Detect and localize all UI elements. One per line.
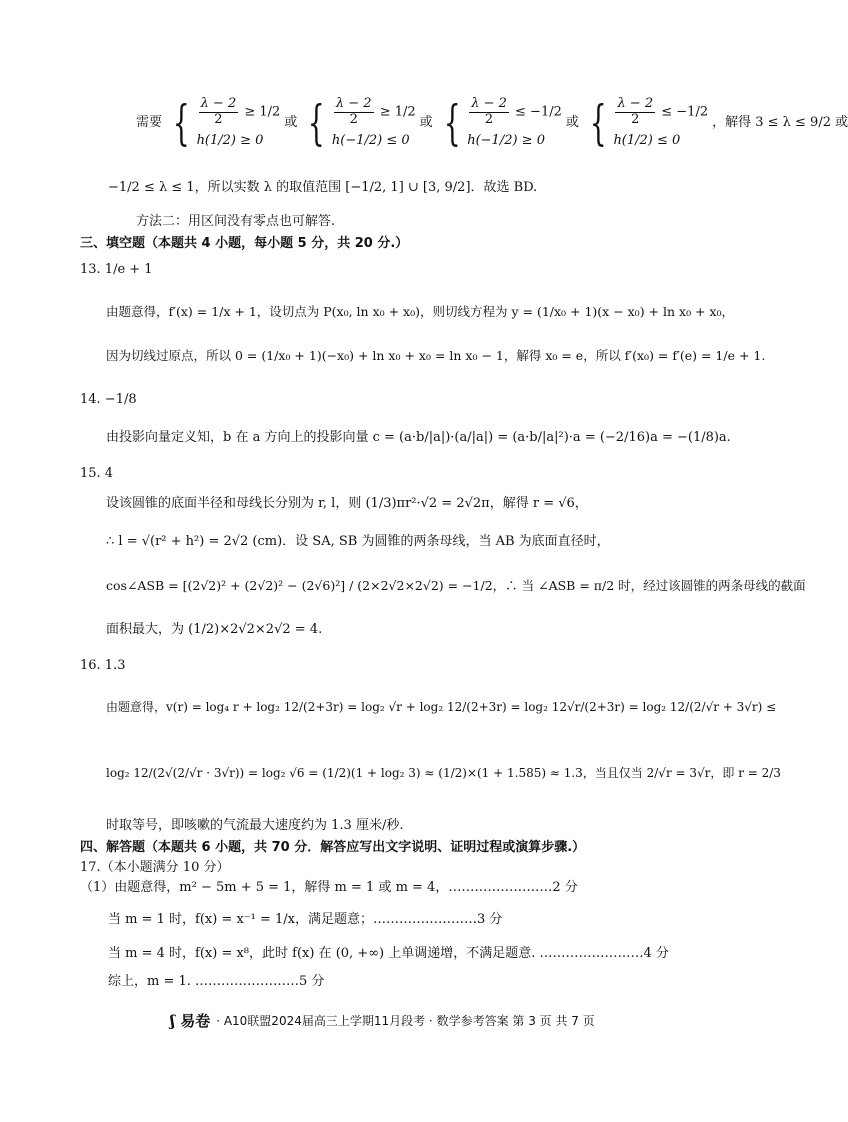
q16-line-3: 时取等号，即咳嗽的气流最大速度约为 1.3 厘米/秒.	[106, 818, 404, 833]
brace-1: {	[172, 95, 190, 151]
solution-tail: ，解得 3 ≤ λ ≤ 9/2 或	[712, 115, 848, 131]
system-4: $\frac{\lambda - 2}{2}$ ≤ −1/2 h(1/2) ≤ 0	[613, 96, 709, 148]
q17-line-3: 当 m = 4 时，f(x) = x⁸，此时 f(x) 在 (0, +∞) 上单调递增，不满足题意. ……………………4 分	[108, 946, 669, 961]
or-1: 或	[284, 115, 298, 131]
q15-answer: 15. 4	[80, 466, 114, 481]
brace-3: {	[443, 95, 461, 151]
brand-logo: ʃ 易卷	[170, 1012, 211, 1030]
q14-line-1: 由投影向量定义知，b 在 a 方向上的投影向量 c = (a·b/|a|)·(a/|a|) = (a·b/|a|²)·a = (−2/16)a = −(1/8)a.	[106, 430, 731, 445]
q13-line-2: 因为切线过原点，所以 0 = (1/x₀ + 1)(−x₀) + ln x₀ + x₀ = ln x₀ − 1，解得 x₀ = e，所以 f′(x₀) = f′(e) = 1/e + 1.	[106, 348, 766, 363]
q17-line-4: 综上，m = 1. ……………………5 分	[108, 974, 325, 989]
brace-4: {	[589, 95, 607, 151]
or-2: 或	[419, 115, 433, 131]
or-3: 或	[565, 115, 579, 131]
footer-text: · A10联盟2024届高三上学期11月段考 · 数学参考答案 第 3 页 共 7 页	[216, 1014, 595, 1028]
q15-line-3: cos∠ASB = [(2√2)² + (2√2)² − (2√6)²] / (2×2√2×2√2) = −1/2，∴ 当 ∠ASB = π/2 时，经过该圆锥的两条母线的截面	[106, 578, 806, 593]
section-4-heading: 四、解答题（本题共 6 小题，共 70 分．解答应写出文字说明、证明过程或演算步骤.）	[80, 840, 586, 855]
q17-heading: 17.（本小题满分 10 分）	[80, 860, 230, 875]
section-3-heading: 三、填空题（本题共 4 小题，每小题 5 分，共 20 分.）	[80, 236, 409, 251]
system-3: $\frac{\lambda - 2}{2}$ ≤ −1/2 h(−1/2) ≥ 0	[467, 96, 562, 148]
brace-2: {	[308, 95, 326, 151]
q13-line-1: 由题意得，f′(x) = 1/x + 1，设切点为 P(x₀, ln x₀ + x₀)，则切线方程为 y = (1/x₀ + 1)(x − x₀) + ln x₀ + x₀，	[106, 304, 735, 319]
q16-answer: 16. 1.3	[80, 658, 126, 673]
q16-line-2: log₂ 12/(2√(2/√r · 3√r)) = log₂ √6 = (1/2)(1 + log₂ 3) ≈ (1/2)×(1 + 1.585) ≈ 1.3，当且仅当 2/√r = 3√r，即 r = 2/3	[106, 766, 781, 780]
need-label: 需要	[136, 115, 163, 131]
page-footer	[170, 1010, 595, 1031]
method-two-line: 方法二：用区间没有零点也可解答.	[136, 214, 336, 229]
system-2: $\frac{\lambda - 2}{2}$ ≥ 1/2 h(−1/2) ≤ 0	[331, 96, 416, 148]
q17-line-2: 当 m = 1 时，f(x) = x⁻¹ = 1/x，满足题意；……………………3 分	[108, 912, 503, 927]
q14-answer: 14. −1/8	[80, 392, 137, 407]
q17-line-1: （1）由题意得，m² − 5m + 5 = 1，解得 m = 1 或 m = 4，……………………2 分	[80, 880, 578, 895]
system-1: $\frac{\lambda - 2}{2}$ ≥ 1/2 h(1/2) ≥ 0	[196, 96, 281, 148]
q15-line-1: 设该圆锥的底面半径和母线长分别为 r, l，则 (1/3)πr²·√2 = 2√2π，解得 r = √6，	[106, 496, 588, 511]
condition-line	[136, 78, 848, 168]
q15-line-2: ∴ l = √(r² + h²) = 2√2 (cm)．设 SA, SB 为圆锥的两条母线，当 AB 为底面直径时，	[106, 534, 610, 549]
q15-line-4: 面积最大，为 (1/2)×2√2×2√2 = 4.	[106, 622, 323, 637]
q13-answer: 13. 1/e + 1	[80, 262, 153, 277]
range-line: −1/2 ≤ λ ≤ 1，所以实数 λ 的取值范围 [−1/2, 1] ∪ [3, 9/2]．故选 BD.	[108, 180, 538, 195]
q16-line-1: 由题意得，v(r) = log₄ r + log₂ 12/(2+3r) = log₂ √r + log₂ 12/(2+3r) = log₂ 12√r/(2+3r) = log₂ 12/(2/√r + 3√r) ≤	[106, 700, 777, 714]
